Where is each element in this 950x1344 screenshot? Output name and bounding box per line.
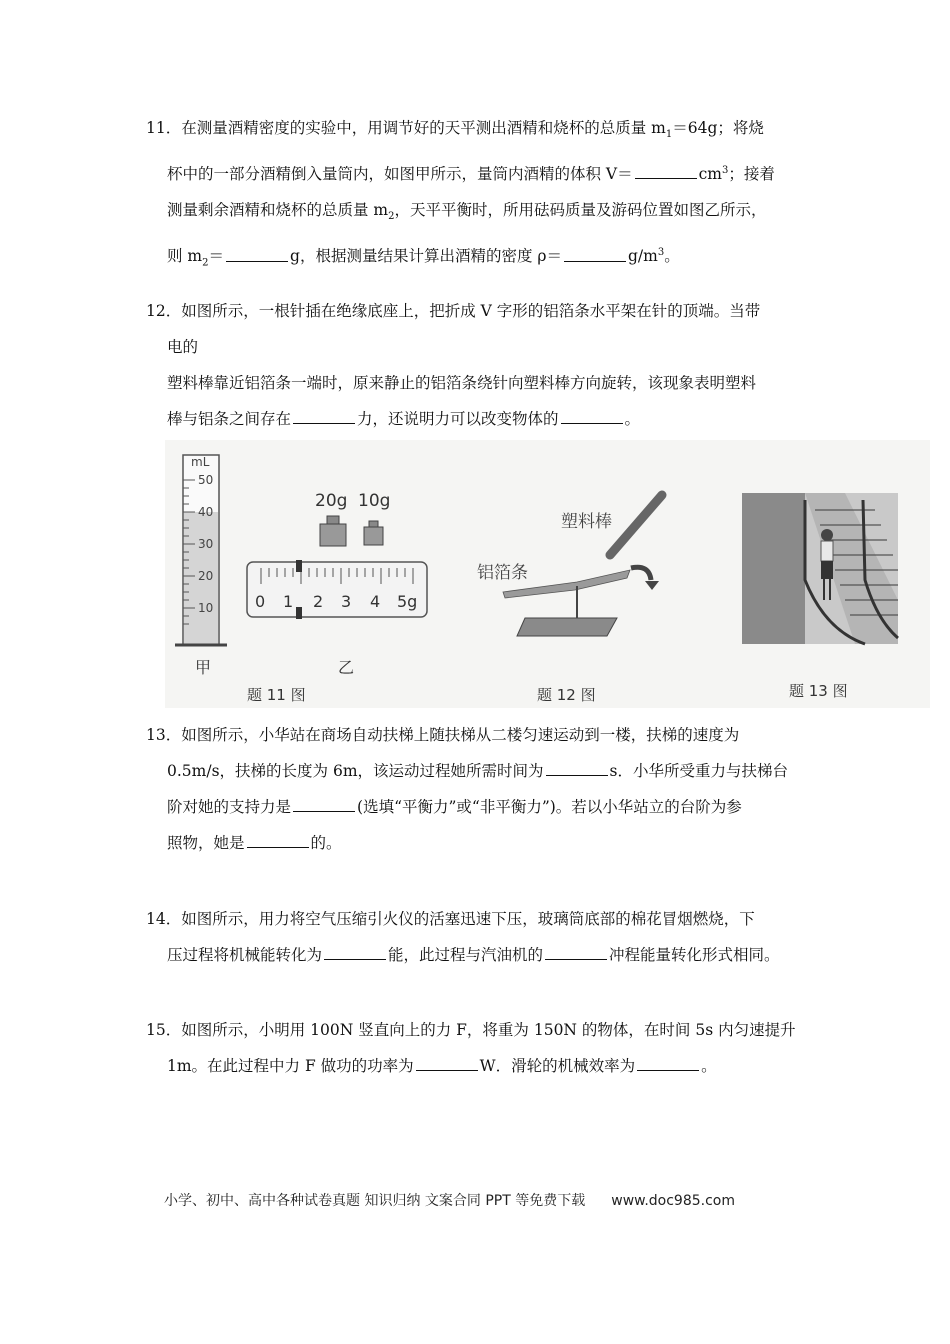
question-number: 15． [146, 1021, 182, 1039]
q15-line-2 [146, 1048, 822, 1084]
q14-text: 冲程能量转化形式相同。 [609, 946, 780, 964]
subscript: 1 [665, 129, 673, 141]
q13-text: 如图所示，小华站在商场自动扶梯上随扶梯从二楼匀速运动到一楼，扶梯的速度为 [181, 726, 740, 744]
q15-text: W．滑轮的机械效率为 [479, 1057, 636, 1075]
q14-line-2 [146, 937, 822, 973]
weight-10g [364, 521, 383, 545]
balance-weights-and-scale [247, 491, 427, 677]
q13-text: s．小华所受重力与扶梯台 [609, 762, 788, 780]
q14-line-1 [146, 901, 822, 937]
q13-text: 的。 [310, 834, 342, 852]
q12-text: 电的 [167, 338, 199, 356]
q15-text: 如图所示，小明用 100N 竖直向上的力 F，将重为 150N 的物体，在时间 5s 内匀速提升 [181, 1021, 796, 1039]
scale-tick-label: 0 [255, 592, 266, 611]
answer-blank[interactable] [545, 945, 607, 960]
q11-line-1 [146, 110, 822, 153]
scale-tick-label: 3 [341, 592, 352, 611]
q11-line-4 [146, 235, 822, 281]
caption-fig-11: 题 11 图 [247, 686, 306, 704]
question-12 [146, 293, 822, 437]
q14-text: 能，此过程与汽油机的 [388, 946, 544, 964]
graduated-cylinder [175, 455, 227, 677]
rotation-arrow [631, 567, 651, 580]
scale-tick-label: 1 [283, 592, 294, 611]
q12-line-4 [146, 401, 822, 437]
cylinder-tick-label: 50 [198, 473, 214, 487]
q14-text: 如图所示，用力将空气压缩引火仪的活塞迅速下压，玻璃筒底部的棉花冒烟燃烧，下 [181, 910, 755, 928]
q11-text: 则 m [167, 247, 203, 266]
answer-blank[interactable] [416, 1056, 478, 1071]
answer-blank[interactable] [324, 945, 386, 960]
q11-line-3 [146, 192, 822, 235]
scale-tick-label: 2 [313, 592, 324, 611]
escalator-photo [742, 493, 898, 644]
rider-top-marker [296, 560, 302, 572]
question-number: 12． [146, 302, 182, 320]
answer-blank[interactable] [226, 247, 288, 262]
footer-text: 小学、初中、高中各种试卷真题 知识归纳 文案合同 PPT 等免费下载 [164, 1193, 586, 1209]
question-14 [146, 901, 822, 973]
q13-text: 阶对她的支持力是 [167, 798, 292, 816]
answer-blank[interactable] [637, 1056, 699, 1071]
answer-blank[interactable] [561, 409, 623, 424]
q11-text: 杯中的一部分酒精倒入量筒内，如图甲所示，量筒内酒精的体积 V＝ [167, 165, 633, 184]
plastic-rod [610, 495, 662, 555]
question-number: 13． [146, 726, 182, 744]
superscript: 3 [722, 165, 729, 177]
q13-line-4 [146, 825, 822, 861]
q11-text: cm [698, 165, 723, 184]
q12-text: 棒与铝条之间存在 [167, 410, 292, 428]
figure-illustrations [165, 440, 930, 708]
q11-text: 。 [664, 247, 680, 266]
q13-line-1 [146, 717, 822, 753]
q11-text: 在测量酒精密度的实验中，用调节好的天平测出酒精和烧杯的总质量 m [181, 119, 666, 137]
page-footer [164, 1190, 735, 1210]
q12-text: 塑料棒靠近铝箔条一端时，原来静止的铝箔条绕针向塑料棒方向旋转，该现象表明塑料 [167, 374, 757, 392]
foil-and-rod-apparatus [477, 495, 662, 636]
weight-label-20g: 20g [315, 491, 348, 511]
cylinder-unit-label: mL [191, 455, 210, 469]
caption-fig-13: 题 13 图 [789, 682, 848, 700]
label-foil-strip: 铝箔条 [477, 563, 528, 583]
q12-line-2 [146, 329, 822, 365]
q13-line-2 [146, 753, 822, 789]
subscript: 2 [388, 211, 395, 223]
q14-text: 压过程将机械能转化为 [167, 946, 323, 964]
label-yi: 乙 [338, 658, 355, 677]
superscript: 3 [657, 247, 665, 259]
cylinder-tick-label: 10 [198, 601, 214, 615]
q15-text: 1m。在此过程中力 F 做功的功率为 [167, 1057, 414, 1075]
q11-text: 测量剩余酒精和烧杯的总质量 m [167, 201, 389, 220]
q11-text: ＝64g；将烧 [672, 119, 764, 137]
q13-text: 0.5m/s，扶梯的长度为 6m，该运动过程她所需时间为 [167, 762, 544, 780]
answer-blank[interactable] [635, 164, 697, 179]
q15-line-1 [146, 1012, 822, 1048]
answer-blank[interactable] [293, 409, 355, 424]
q13-line-3 [146, 789, 822, 825]
answer-blank[interactable] [564, 247, 626, 262]
label-jia: 甲 [195, 658, 212, 677]
q13-text: 照物，她是 [167, 834, 245, 852]
question-number: 14． [146, 910, 182, 928]
subscript: 2 [202, 257, 209, 269]
q11-text: g/m [627, 247, 658, 266]
q11-line-2 [146, 153, 822, 192]
footer-site-link[interactable]: www.doc985.com [611, 1193, 735, 1209]
weight-label-10g: 10g [358, 491, 391, 511]
question-13 [146, 717, 822, 861]
q13-text: (选填“平衡力”或“非平衡力”)。若以小华站立的台阶为参 [357, 798, 742, 816]
cylinder-tick-label: 20 [198, 569, 214, 583]
answer-blank[interactable] [293, 797, 355, 812]
cylinder-tick-label: 30 [198, 537, 214, 551]
q12-line-3 [146, 365, 822, 401]
q11-text: ；接着 [728, 165, 775, 184]
cylinder-tick-label: 40 [198, 505, 214, 519]
q15-text: 。 [701, 1057, 717, 1075]
scale-tick-label: 4 [370, 592, 381, 611]
q11-text: g，根据测量结果计算出酒精的密度 ρ＝ [290, 247, 562, 266]
answer-blank[interactable] [546, 761, 608, 776]
q11-text: ＝ [208, 247, 225, 266]
q11-text: ，天平平衡时，所用砝码质量及游码位置如图乙所示， [394, 201, 767, 220]
weight-20g [320, 516, 346, 546]
insulated-base [517, 618, 617, 636]
scale-tick-label: 5g [397, 592, 418, 611]
rider-bottom-marker [296, 607, 302, 619]
q12-text: 。 [624, 410, 641, 428]
question-15 [146, 1012, 822, 1084]
q12-text: 如图所示，一根针插在绝缘底座上，把折成 V 字形的铝箔条水平架在针的顶端。当带 [181, 302, 761, 320]
figure-strip [165, 440, 930, 708]
caption-fig-12: 题 12 图 [537, 686, 596, 704]
answer-blank[interactable] [247, 833, 309, 848]
question-number: 11． [146, 119, 182, 137]
label-plastic-rod: 塑料棒 [561, 512, 612, 532]
q12-text: 力，还说明力可以改变物体的 [357, 410, 559, 428]
q12-line-1 [146, 293, 822, 329]
question-11 [146, 110, 822, 282]
